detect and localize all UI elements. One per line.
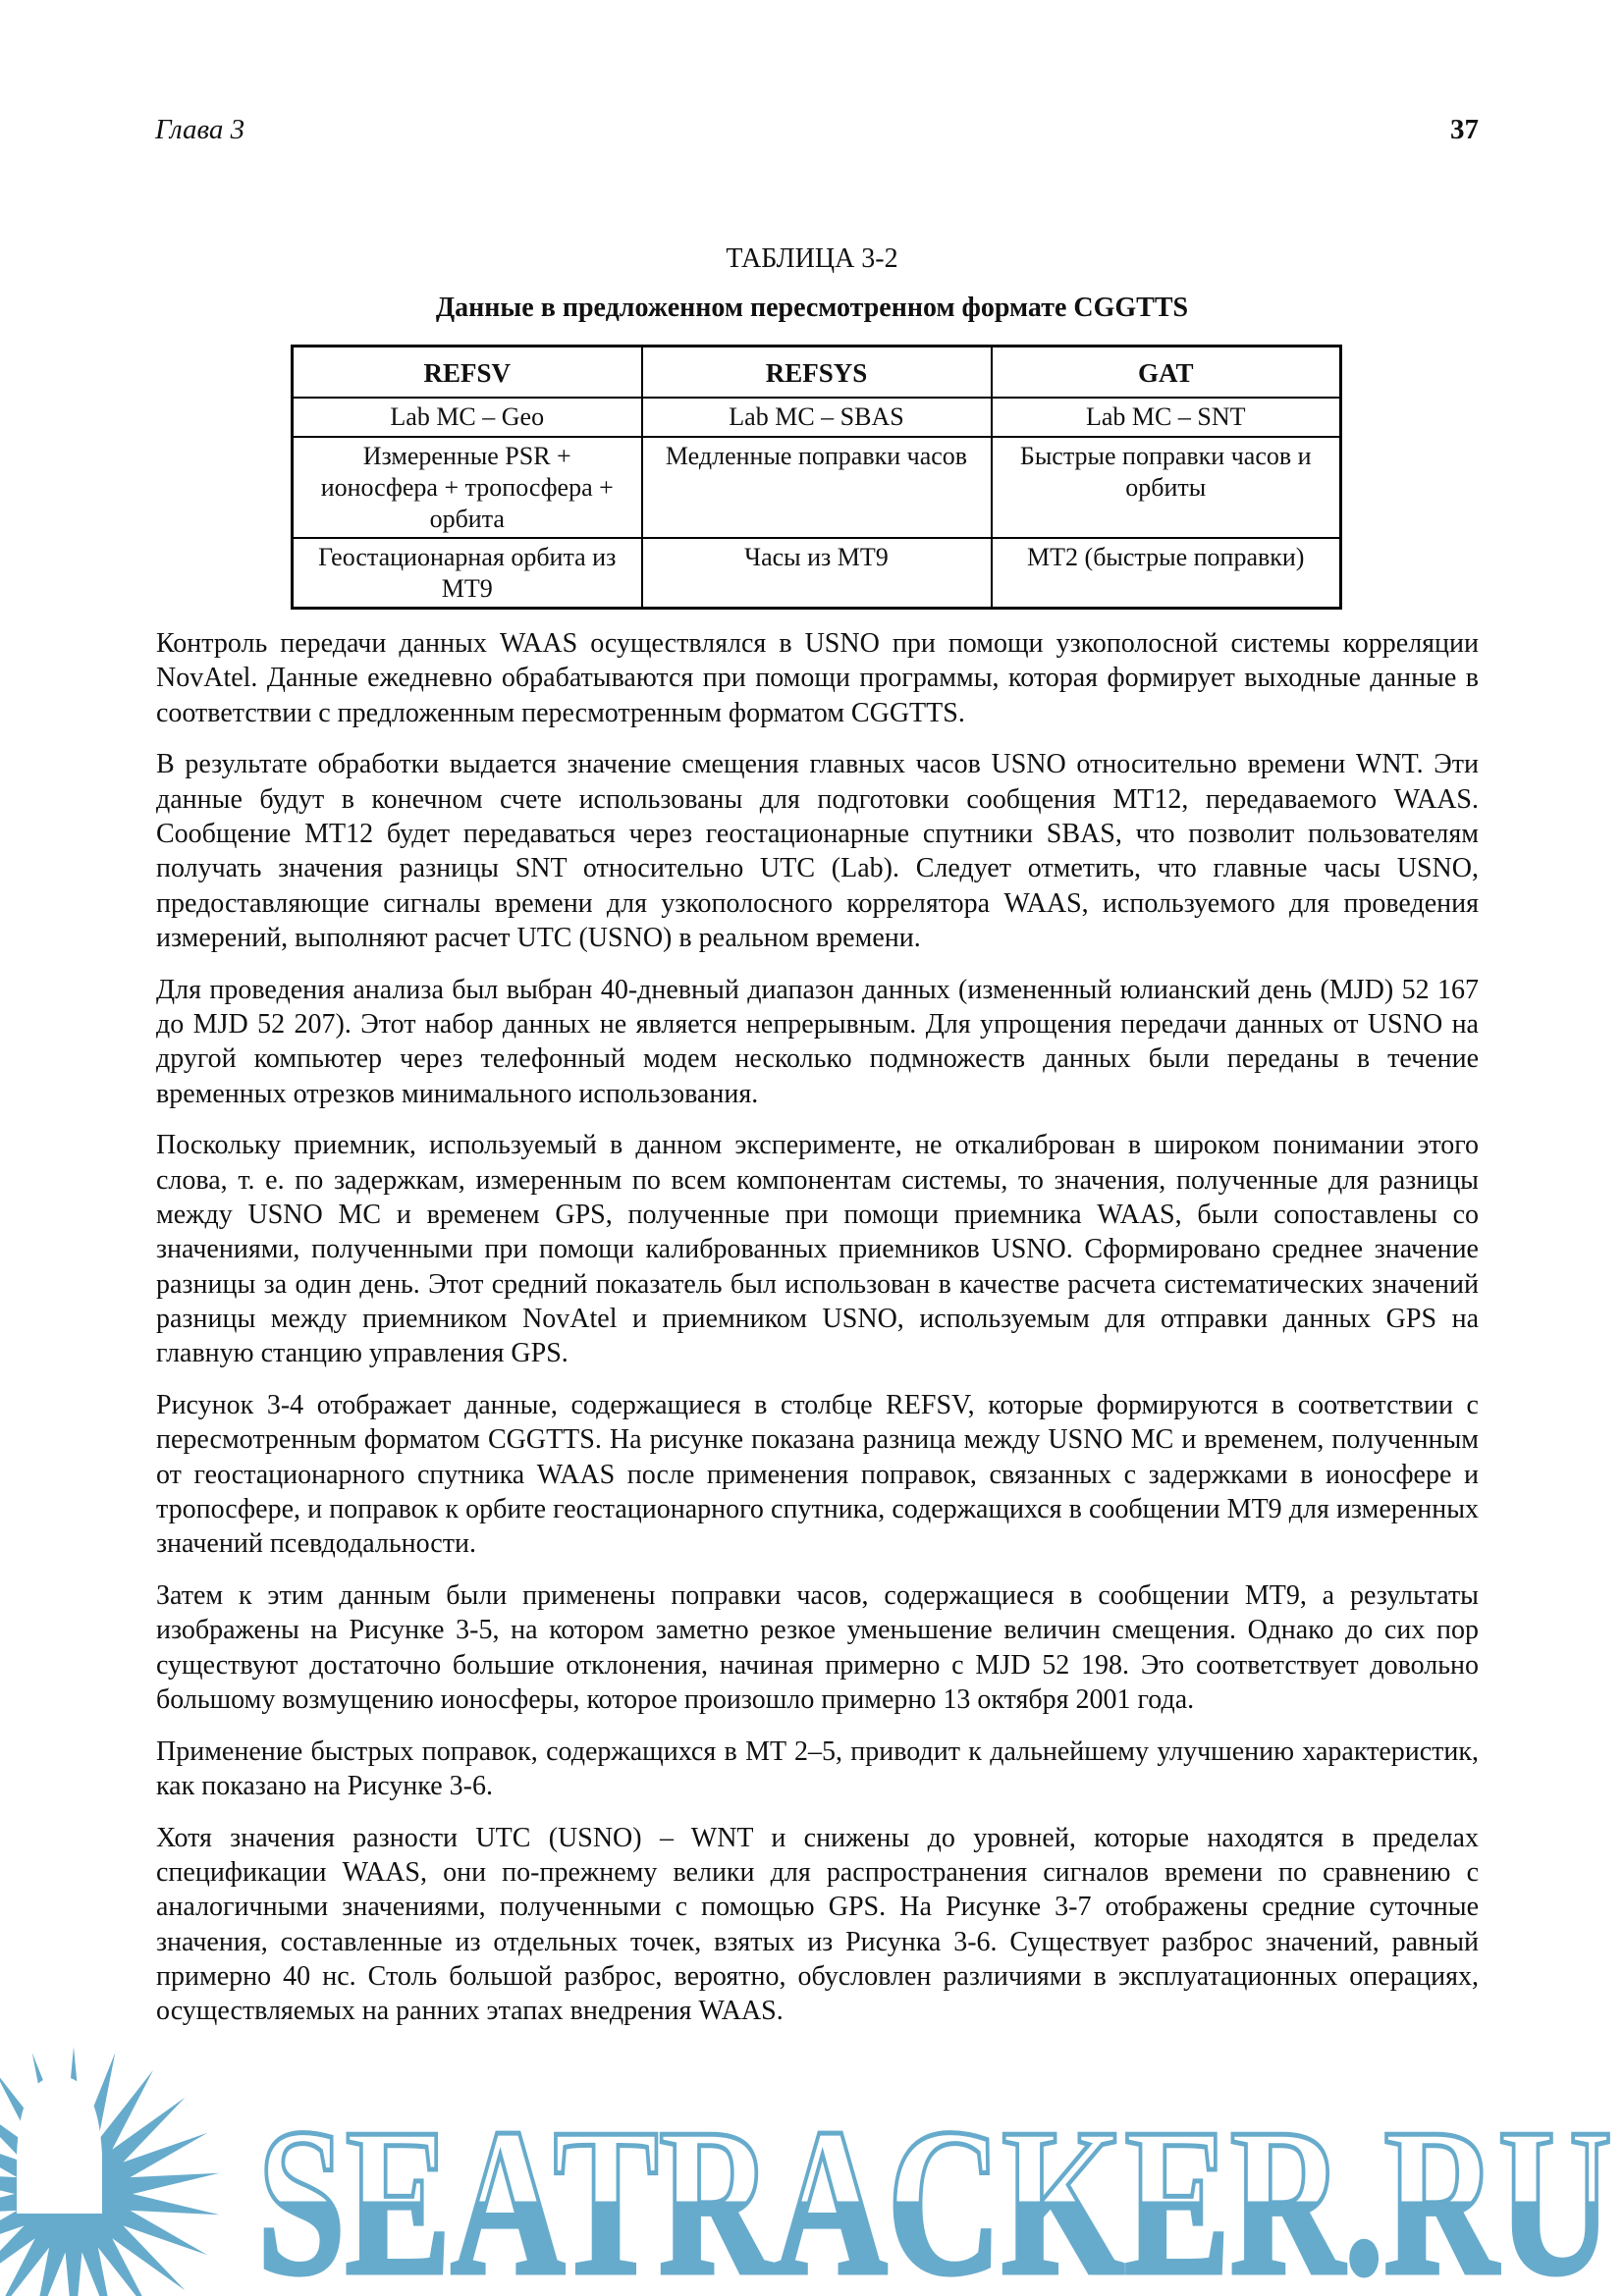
paragraph: В результате обработки выдается значение смещения главных часов USNO относительно времени WNT. Эти данные будут в конечном счете использованы для подготовки сообщения MT12, передаваемого WAAS. Сообщение MT12 будет передаваться через геостационарные спутники SBAS, что позволит пользователям получать значения разницы SNT относительно UTC (Lab). Следует отметить, что главные часы USNO, предоставляющие сигналы времени для узкополосного коррелятора WAAS, используемого для проведения измерений, выполняют расчет UTC (USNO) в реальном времени. (156, 749, 1479, 953)
paragraph: Применение быстрых поправок, содержащихся в MT 2–5, приводит к дальнейшему улучшению характеристик, как показано на Рисунке 3-6. (156, 1735, 1479, 1801)
table-cell: Быстрые поправки часов и орбиты (992, 437, 1341, 538)
column-header: REFSYS (642, 347, 992, 399)
table-cell: Lab MC – Geo (293, 398, 642, 437)
table-cell: Геостационарная орбита из MT9 (293, 538, 642, 609)
page-number: 37 (1450, 114, 1479, 145)
chapter-label: Глава 3 (155, 114, 245, 145)
table-cell: Lab MC – SBAS (642, 398, 992, 437)
paragraph: Рисунок 3-4 отображает данные, содержащиеся в столбце REFSV, которые формируются в соответствии с пересмотренным форматом CGGTTS. На рисунке показана разница между USNO MC и временем, полученным от геостационарного спутника WAAS после применения поправок, связанных с задержками в ионосфере и тропосфере, и поправок к орбите геостационарного спутника, содержащихся в сообщении MT9 для измеренных значений псевдодальности. (156, 1389, 1479, 1560)
data-table (291, 345, 1342, 610)
paragraph: Поскольку приемник, используемый в данном эксперименте, не откалиброван в широком понимании этого слова, т. е. по задержкам, измеренным по всем компонентам системы, то значения, полученные для разницы между USNO MC и временем GPS, полученные при помощи приемника WAAS, были сопоставлены со значениями, полученными при помощи калиброванных приемников USNO. Сформировано среднее значение разницы за один день. Этот средний показатель был использован в качестве расчета систематических значений разницы между приемником NovAtel и приемником USNO, используемым для отправки данных GPS на главную станцию управления GPS. (156, 1130, 1479, 1369)
column-header: GAT (992, 347, 1341, 399)
table-cell: Медленные поправки часов (642, 437, 992, 538)
body-text (156, 626, 1479, 2046)
table-caption: ТАБЛИЦА 3-2 (726, 243, 898, 274)
table-row (293, 538, 1341, 609)
paragraph: Хотя значения разности UTC (USNO) – WNT и снижены до уровней, которые находятся в пределах спецификации WAAS, они по-прежнему велики для распространения сигналов времени по сравнению с аналогичными значениями, полученными с помощью GPS. На Рисунке 3-7 отображены средние суточные значения, составленные из отдельных точек, взятых из Рисунка 3-6. Существует разброс значений, равный примерно 40 нс. Столь большой разброс, вероятно, обусловлен различиями в эксплуатационных операциях, осуществляемых на ранних этапах внедрения WAAS. (156, 1822, 1479, 2027)
table-cell: Измеренные PSR + ионосфера + тропосфера + орбита (293, 437, 642, 538)
watermark-logo (0, 2047, 1624, 2296)
table-cell: Lab MC – SNT (992, 398, 1341, 437)
paragraph: Затем к этим данным были применены поправки часов, содержащиеся в сообщении MT9, а результаты изображены на Рисунке 3-5, на котором заметно резкое уменьшение величин смещения. Однако до сих пор существуют достаточно большие отклонения, начиная примерно с MJD 52 198. Это соответствует довольно большому возмущению ионосферы, которое произошло примерно 13 октября 2001 года. (156, 1579, 1479, 1715)
table-row (293, 398, 1341, 437)
watermark-text: SEATRACKER.RU (257, 2084, 1612, 2296)
paragraph: Контроль передачи данных WAAS осуществлялся в USNO при помощи узкополосной системы корреляции NovAtel. Данные ежедневно обрабатываются при помощи программы, которая формирует выходные данные в соответствии с предложенным пересмотренным форматом CGGTTS. (156, 628, 1479, 728)
table-header-row (293, 347, 1341, 399)
table-title: Данные в предложенном пересмотренном формате CGGTTS (435, 293, 1189, 323)
column-header: REFSV (293, 347, 642, 399)
table-row (293, 437, 1341, 538)
sun-icon (0, 2047, 220, 2296)
table-cell: MT2 (быстрые поправки) (992, 538, 1341, 609)
table-cell: Часы из MT9 (642, 538, 992, 609)
paragraph: Для проведения анализа был выбран 40-дневный диапазон данных (измененный юлианский день (MJD) 52 167 до MJD 52 207). Этот набор данных не является непрерывным. Для упрощения передачи данных от USNO на другой компьютер через телефонный модем несколько подмножеств данных были переданы в течение временных отрезков минимального использования. (156, 974, 1479, 1109)
